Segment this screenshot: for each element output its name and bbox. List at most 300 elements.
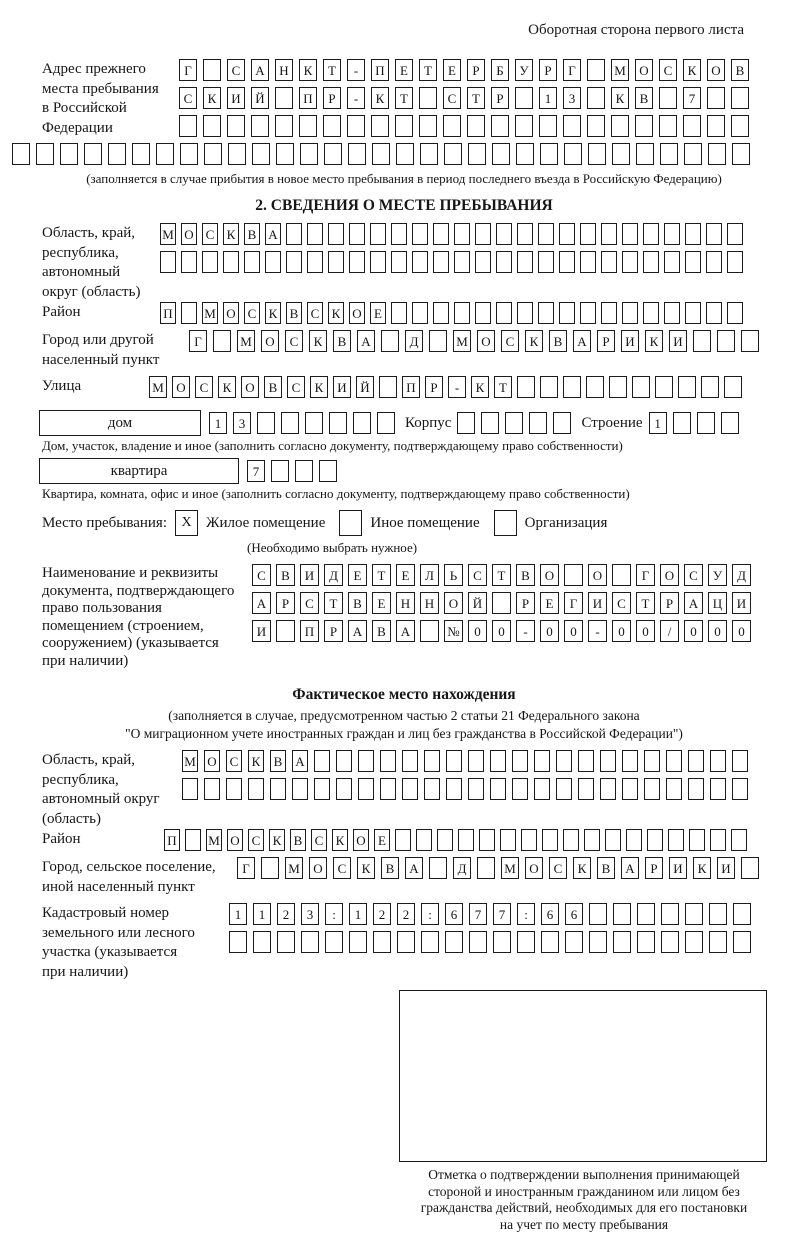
char-box[interactable]: [286, 251, 302, 273]
char-box[interactable]: [626, 829, 642, 851]
char-box[interactable]: 3: [563, 87, 581, 109]
char-box[interactable]: Н: [275, 59, 293, 81]
char-box[interactable]: [517, 376, 535, 398]
char-box[interactable]: Р: [324, 620, 343, 642]
char-box[interactable]: Ц: [708, 592, 727, 614]
street-row[interactable]: [149, 376, 747, 398]
char-box[interactable]: [539, 115, 557, 137]
char-box[interactable]: [276, 620, 295, 642]
char-box[interactable]: [659, 87, 677, 109]
char-box[interactable]: [587, 87, 605, 109]
char-box[interactable]: [213, 330, 231, 352]
char-box[interactable]: Г: [563, 59, 581, 81]
char-box[interactable]: [307, 251, 323, 273]
char-box[interactable]: У: [515, 59, 533, 81]
char-box[interactable]: 1: [229, 903, 247, 925]
char-box[interactable]: [580, 223, 596, 245]
char-box[interactable]: Е: [348, 564, 367, 586]
char-box[interactable]: [433, 223, 449, 245]
char-box[interactable]: [708, 143, 726, 165]
char-box[interactable]: [688, 778, 704, 800]
char-box[interactable]: О: [223, 302, 239, 324]
char-box[interactable]: К: [357, 857, 375, 879]
char-box[interactable]: [454, 251, 470, 273]
char-box[interactable]: А: [251, 59, 269, 81]
char-box[interactable]: Е: [374, 829, 390, 851]
char-box[interactable]: Й: [356, 376, 374, 398]
char-box[interactable]: Г: [179, 59, 197, 81]
char-box[interactable]: [429, 330, 447, 352]
char-box[interactable]: Т: [467, 87, 485, 109]
char-box[interactable]: 0: [636, 620, 655, 642]
char-box[interactable]: Е: [540, 592, 559, 614]
char-box[interactable]: [564, 143, 582, 165]
char-box[interactable]: [622, 223, 638, 245]
char-box[interactable]: Т: [492, 564, 511, 586]
char-box[interactable]: [505, 412, 523, 434]
checkbox-residential[interactable]: X: [175, 510, 198, 536]
char-box[interactable]: 6: [565, 903, 583, 925]
char-box[interactable]: С: [248, 829, 264, 851]
char-box[interactable]: [443, 115, 461, 137]
char-box[interactable]: [521, 829, 537, 851]
char-box[interactable]: [402, 750, 418, 772]
char-box[interactable]: А: [252, 592, 271, 614]
char-box[interactable]: [492, 143, 510, 165]
char-box[interactable]: [538, 251, 554, 273]
char-box[interactable]: [36, 143, 54, 165]
char-box[interactable]: И: [300, 564, 319, 586]
char-box[interactable]: С: [287, 376, 305, 398]
char-box[interactable]: И: [227, 87, 245, 109]
char-box[interactable]: [643, 223, 659, 245]
char-box[interactable]: К: [265, 302, 281, 324]
char-box[interactable]: [348, 143, 366, 165]
char-box[interactable]: [416, 829, 432, 851]
char-box[interactable]: К: [328, 302, 344, 324]
char-box[interactable]: [732, 778, 748, 800]
char-box[interactable]: [454, 223, 470, 245]
char-box[interactable]: С: [202, 223, 218, 245]
char-box[interactable]: И: [717, 857, 735, 879]
char-box[interactable]: Г: [189, 330, 207, 352]
char-box[interactable]: [622, 302, 638, 324]
char-box[interactable]: [580, 302, 596, 324]
char-box[interactable]: Р: [491, 87, 509, 109]
char-box[interactable]: И: [669, 330, 687, 352]
char-box[interactable]: [446, 750, 462, 772]
char-box[interactable]: -: [588, 620, 607, 642]
char-box[interactable]: С: [333, 857, 351, 879]
char-box[interactable]: [678, 376, 696, 398]
char-box[interactable]: [412, 302, 428, 324]
char-box[interactable]: [458, 829, 474, 851]
char-box[interactable]: :: [325, 903, 343, 925]
char-box[interactable]: М: [501, 857, 519, 879]
char-box[interactable]: Р: [425, 376, 443, 398]
char-box[interactable]: 6: [541, 903, 559, 925]
char-box[interactable]: [661, 931, 679, 953]
char-box[interactable]: П: [299, 87, 317, 109]
char-box[interactable]: [601, 302, 617, 324]
char-box[interactable]: [517, 302, 533, 324]
char-box[interactable]: В: [635, 87, 653, 109]
char-box[interactable]: [419, 115, 437, 137]
char-box[interactable]: [584, 829, 600, 851]
char-box[interactable]: Р: [467, 59, 485, 81]
char-box[interactable]: Д: [453, 857, 471, 879]
char-box[interactable]: С: [549, 857, 567, 879]
char-box[interactable]: [664, 223, 680, 245]
char-box[interactable]: С: [468, 564, 487, 586]
char-box[interactable]: [229, 931, 247, 953]
document-row-2[interactable]: [252, 592, 756, 614]
char-box[interactable]: [587, 59, 605, 81]
char-box[interactable]: Т: [324, 592, 343, 614]
char-box[interactable]: [622, 251, 638, 273]
char-box[interactable]: 0: [492, 620, 511, 642]
char-box[interactable]: Н: [396, 592, 415, 614]
actual-city-row[interactable]: [237, 857, 765, 879]
char-box[interactable]: К: [218, 376, 236, 398]
char-box[interactable]: М: [285, 857, 303, 879]
char-box[interactable]: [496, 251, 512, 273]
char-box[interactable]: 2: [373, 903, 391, 925]
char-box[interactable]: [84, 143, 102, 165]
char-box[interactable]: [666, 778, 682, 800]
char-box[interactable]: [261, 857, 279, 879]
char-box[interactable]: [358, 750, 374, 772]
char-box[interactable]: [457, 412, 475, 434]
char-box[interactable]: [578, 778, 594, 800]
char-box[interactable]: С: [659, 59, 677, 81]
char-box[interactable]: [60, 143, 78, 165]
region-row-1[interactable]: [160, 223, 748, 245]
char-box[interactable]: [644, 750, 660, 772]
char-box[interactable]: К: [693, 857, 711, 879]
char-box[interactable]: О: [181, 223, 197, 245]
char-box[interactable]: [372, 143, 390, 165]
char-box[interactable]: [559, 251, 575, 273]
char-box[interactable]: [468, 778, 484, 800]
char-box[interactable]: [660, 143, 678, 165]
char-box[interactable]: Д: [405, 330, 423, 352]
char-box[interactable]: Р: [645, 857, 663, 879]
char-box[interactable]: [396, 143, 414, 165]
char-box[interactable]: О: [660, 564, 679, 586]
char-box[interactable]: [733, 931, 751, 953]
char-box[interactable]: [108, 143, 126, 165]
char-box[interactable]: К: [611, 87, 629, 109]
char-box[interactable]: [419, 87, 437, 109]
char-box[interactable]: [479, 829, 495, 851]
char-box[interactable]: С: [227, 59, 245, 81]
char-box[interactable]: [601, 223, 617, 245]
char-box[interactable]: [724, 376, 742, 398]
char-box[interactable]: [637, 931, 655, 953]
char-box[interactable]: О: [204, 750, 220, 772]
char-box[interactable]: [553, 412, 571, 434]
char-box[interactable]: [468, 750, 484, 772]
char-box[interactable]: И: [669, 857, 687, 879]
char-box[interactable]: Б: [491, 59, 509, 81]
char-box[interactable]: [727, 302, 743, 324]
char-box[interactable]: Т: [395, 87, 413, 109]
char-box[interactable]: [515, 115, 533, 137]
char-box[interactable]: [227, 115, 245, 137]
char-box[interactable]: [156, 143, 174, 165]
char-box[interactable]: Д: [324, 564, 343, 586]
char-box[interactable]: [424, 778, 440, 800]
stroenie-cells[interactable]: [649, 412, 745, 434]
char-box[interactable]: [529, 412, 547, 434]
char-box[interactable]: [433, 302, 449, 324]
char-box[interactable]: [445, 931, 463, 953]
char-box[interactable]: А: [292, 750, 308, 772]
char-box[interactable]: 7: [493, 903, 511, 925]
char-box[interactable]: [475, 302, 491, 324]
char-box[interactable]: [391, 223, 407, 245]
char-box[interactable]: [292, 778, 308, 800]
char-box[interactable]: [248, 778, 264, 800]
char-box[interactable]: В: [348, 592, 367, 614]
char-box[interactable]: [609, 376, 627, 398]
char-box[interactable]: Р: [276, 592, 295, 614]
char-box[interactable]: [353, 412, 371, 434]
char-box[interactable]: [589, 903, 607, 925]
char-box[interactable]: [683, 115, 701, 137]
char-box[interactable]: [710, 778, 726, 800]
char-box[interactable]: П: [300, 620, 319, 642]
char-box[interactable]: О: [635, 59, 653, 81]
char-box[interactable]: 7: [683, 87, 701, 109]
char-box[interactable]: [270, 778, 286, 800]
char-box[interactable]: [589, 931, 607, 953]
char-box[interactable]: [664, 251, 680, 273]
char-box[interactable]: [586, 376, 604, 398]
char-box[interactable]: Т: [494, 376, 512, 398]
char-box[interactable]: [580, 251, 596, 273]
char-box[interactable]: [132, 143, 150, 165]
char-box[interactable]: К: [371, 87, 389, 109]
char-box[interactable]: М: [611, 59, 629, 81]
char-box[interactable]: [612, 564, 631, 586]
char-box[interactable]: [717, 330, 735, 352]
char-box[interactable]: 1: [349, 903, 367, 925]
char-box[interactable]: [203, 115, 221, 137]
char-box[interactable]: [421, 931, 439, 953]
char-box[interactable]: В: [276, 564, 295, 586]
char-box[interactable]: [325, 931, 343, 953]
char-box[interactable]: 7: [247, 460, 265, 482]
char-box[interactable]: [563, 829, 579, 851]
char-box[interactable]: [329, 412, 347, 434]
char-box[interactable]: [324, 143, 342, 165]
char-box[interactable]: [706, 223, 722, 245]
char-box[interactable]: И: [621, 330, 639, 352]
char-box[interactable]: 2: [397, 903, 415, 925]
char-box[interactable]: [563, 115, 581, 137]
char-box[interactable]: -: [347, 59, 365, 81]
char-box[interactable]: [314, 750, 330, 772]
char-box[interactable]: Т: [323, 59, 341, 81]
char-box[interactable]: К: [525, 330, 543, 352]
char-box[interactable]: [673, 412, 691, 434]
char-box[interactable]: [276, 143, 294, 165]
char-box[interactable]: М: [160, 223, 176, 245]
char-box[interactable]: [684, 143, 702, 165]
char-box[interactable]: В: [290, 829, 306, 851]
char-box[interactable]: [370, 251, 386, 273]
actual-region-row-1[interactable]: [182, 750, 754, 772]
char-box[interactable]: С: [443, 87, 461, 109]
char-box[interactable]: [655, 376, 673, 398]
char-box[interactable]: [512, 750, 528, 772]
char-box[interactable]: 0: [732, 620, 751, 642]
char-box[interactable]: [741, 330, 759, 352]
char-box[interactable]: О: [261, 330, 279, 352]
char-box[interactable]: [556, 750, 572, 772]
char-box[interactable]: М: [237, 330, 255, 352]
char-box[interactable]: [295, 460, 313, 482]
char-box[interactable]: 3: [301, 903, 319, 925]
char-box[interactable]: П: [402, 376, 420, 398]
char-box[interactable]: В: [372, 620, 391, 642]
char-box[interactable]: [477, 857, 495, 879]
char-box[interactable]: 1: [539, 87, 557, 109]
char-box[interactable]: [622, 750, 638, 772]
char-box[interactable]: В: [264, 376, 282, 398]
checkbox-other-premises[interactable]: [339, 510, 362, 536]
char-box[interactable]: [314, 778, 330, 800]
char-box[interactable]: К: [683, 59, 701, 81]
document-row-3[interactable]: [252, 620, 756, 642]
char-box[interactable]: [709, 931, 727, 953]
char-box[interactable]: О: [349, 302, 365, 324]
char-box[interactable]: [420, 620, 439, 642]
char-box[interactable]: С: [252, 564, 271, 586]
char-box[interactable]: С: [195, 376, 213, 398]
char-box[interactable]: [534, 750, 550, 772]
char-box[interactable]: [349, 931, 367, 953]
char-box[interactable]: [666, 750, 682, 772]
char-box[interactable]: [223, 251, 239, 273]
char-box[interactable]: И: [732, 592, 751, 614]
char-box[interactable]: Е: [372, 592, 391, 614]
char-box[interactable]: [600, 750, 616, 772]
char-box[interactable]: К: [223, 223, 239, 245]
char-box[interactable]: В: [270, 750, 286, 772]
char-box[interactable]: В: [549, 330, 567, 352]
char-box[interactable]: Й: [468, 592, 487, 614]
char-box[interactable]: Р: [660, 592, 679, 614]
char-box[interactable]: [565, 931, 583, 953]
char-box[interactable]: [540, 376, 558, 398]
char-box[interactable]: К: [203, 87, 221, 109]
char-box[interactable]: [556, 778, 572, 800]
char-box[interactable]: [635, 115, 653, 137]
char-box[interactable]: К: [471, 376, 489, 398]
char-box[interactable]: [380, 778, 396, 800]
char-box[interactable]: [371, 115, 389, 137]
char-box[interactable]: [515, 87, 533, 109]
char-box[interactable]: 7: [469, 903, 487, 925]
char-box[interactable]: 6: [445, 903, 463, 925]
char-box[interactable]: В: [333, 330, 351, 352]
char-box[interactable]: [252, 143, 270, 165]
char-box[interactable]: [323, 115, 341, 137]
char-box[interactable]: Е: [395, 59, 413, 81]
char-box[interactable]: С: [179, 87, 197, 109]
char-box[interactable]: [271, 460, 289, 482]
char-box[interactable]: [490, 750, 506, 772]
char-box[interactable]: [710, 750, 726, 772]
char-box[interactable]: Р: [597, 330, 615, 352]
char-box[interactable]: [257, 412, 275, 434]
char-box[interactable]: [475, 223, 491, 245]
char-box[interactable]: [481, 412, 499, 434]
char-box[interactable]: [538, 223, 554, 245]
char-box[interactable]: [358, 778, 374, 800]
city-row[interactable]: [189, 330, 765, 352]
char-box[interactable]: [299, 115, 317, 137]
char-box[interactable]: К: [310, 376, 328, 398]
char-box[interactable]: [412, 223, 428, 245]
char-box[interactable]: [689, 829, 705, 851]
char-box[interactable]: К: [299, 59, 317, 81]
prev-address-row-4[interactable]: [12, 143, 804, 165]
char-box[interactable]: [202, 251, 218, 273]
char-box[interactable]: [370, 223, 386, 245]
char-box[interactable]: [644, 778, 660, 800]
char-box[interactable]: [727, 223, 743, 245]
char-box[interactable]: А: [573, 330, 591, 352]
char-box[interactable]: О: [540, 564, 559, 586]
char-box[interactable]: [613, 931, 631, 953]
char-box[interactable]: [181, 251, 197, 273]
char-box[interactable]: [661, 903, 679, 925]
char-box[interactable]: [517, 931, 535, 953]
char-box[interactable]: [179, 115, 197, 137]
char-box[interactable]: [559, 223, 575, 245]
char-box[interactable]: [251, 115, 269, 137]
char-box[interactable]: [605, 829, 621, 851]
char-box[interactable]: [685, 302, 701, 324]
char-box[interactable]: О: [525, 857, 543, 879]
char-box[interactable]: [391, 302, 407, 324]
char-box[interactable]: С: [285, 330, 303, 352]
char-box[interactable]: [433, 251, 449, 273]
char-box[interactable]: [685, 251, 701, 273]
char-box[interactable]: [685, 223, 701, 245]
char-box[interactable]: О: [588, 564, 607, 586]
char-box[interactable]: Л: [420, 564, 439, 586]
char-box[interactable]: М: [182, 750, 198, 772]
char-box[interactable]: Й: [251, 87, 269, 109]
char-box[interactable]: К: [248, 750, 264, 772]
char-box[interactable]: [402, 778, 418, 800]
char-box[interactable]: 0: [540, 620, 559, 642]
char-box[interactable]: [559, 302, 575, 324]
char-box[interactable]: О: [227, 829, 243, 851]
char-box[interactable]: [475, 251, 491, 273]
prev-address-row-2[interactable]: [179, 87, 755, 109]
char-box[interactable]: [685, 931, 703, 953]
char-box[interactable]: [733, 903, 751, 925]
char-box[interactable]: [491, 115, 509, 137]
char-box[interactable]: У: [708, 564, 727, 586]
prev-address-row-1[interactable]: [179, 59, 755, 81]
